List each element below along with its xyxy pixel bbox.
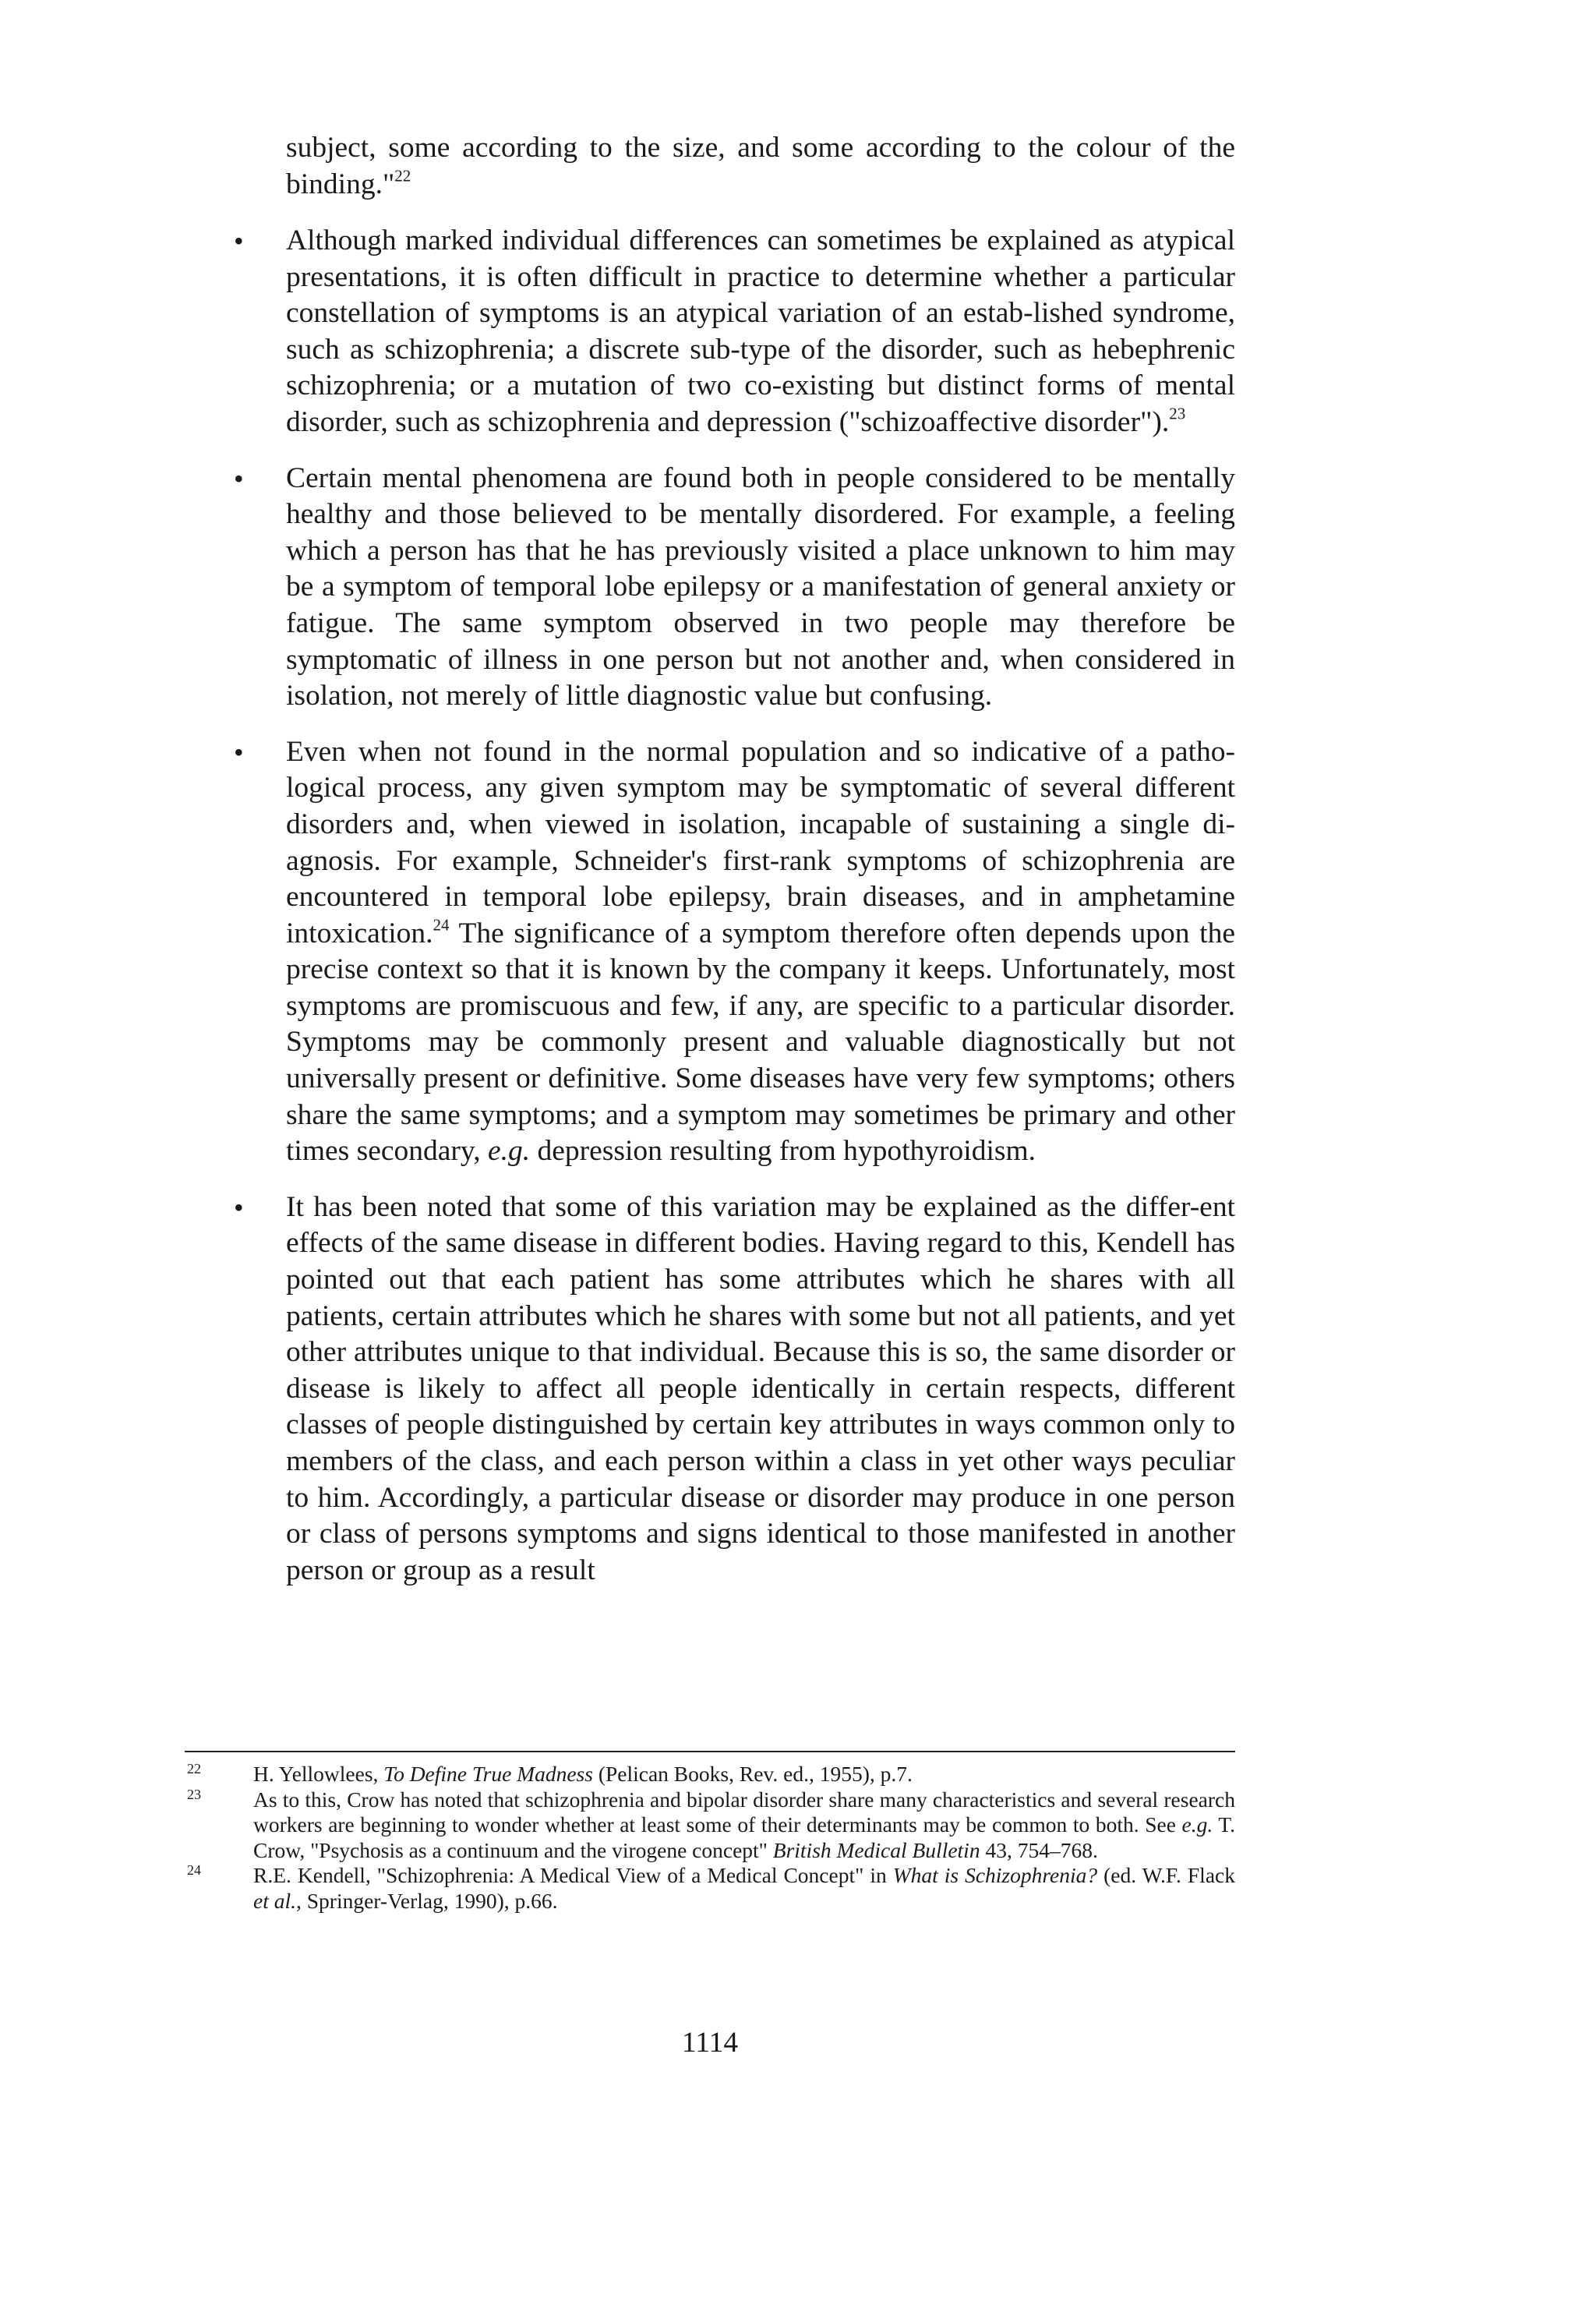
footnote-italic: To Define True Madness xyxy=(383,1762,593,1786)
footnote-italic: What is Schizophrenia? xyxy=(892,1863,1098,1887)
bullet-item-4 xyxy=(234,1190,1235,1589)
bullet-text-italic: e.g. xyxy=(487,1135,531,1168)
bullet-text: Although marked individual differences can sometimes be explained as atypical presentations, it is often difficult in practice to determine whether a particular constellation of symptoms is an atypical variation of an estab-lished syndrome, such as schizophrenia; a discrete sub-type of the disorder, such as hebephrenic schizophrenia; or a mutation of two co-existing but distinct forms of mental disorder, such as schizophrenia and depression ("schizoaffective disorder"). xyxy=(286,224,1235,438)
bullet-item-2 xyxy=(234,461,1235,715)
footnote-ref-22[interactable]: 22 xyxy=(394,166,411,186)
bullet-icon: • xyxy=(234,736,244,768)
footnote-ref-23[interactable]: 23 xyxy=(1169,404,1186,423)
footnote-text: (ed. W.F. Flack xyxy=(1097,1863,1235,1887)
continued-text: subject, some according to the size, and some according to the colour of the binding." xyxy=(286,132,1235,200)
bullet-icon: • xyxy=(234,225,244,256)
page-number: 1114 xyxy=(681,2027,739,2059)
footnote-number: 24 xyxy=(187,1862,201,1878)
continued-paragraph xyxy=(286,129,1235,203)
footnote-23 xyxy=(185,1787,1235,1864)
footnotes xyxy=(185,1762,1235,1914)
footnote-ref-24[interactable]: 24 xyxy=(433,914,450,934)
bullet-text: Even when not found in the normal population and so indicative of a patho-logical process, any given symptom may be symptomatic of several different disorders and, when viewed in isolation, incapable of sustaining a single di-agnosis. For example, Schneider's first-rank symptoms of schizophrenia are encountered in temporal lobe epilepsy, brain diseases, and in amphetamine intoxication. xyxy=(286,735,1235,949)
bullet-icon: • xyxy=(234,1191,244,1223)
bullet-text: Certain mental phenomena are found both in people considered to be mentally healthy and those believed to be mentally disordered. For example, a feeling which a person has that he has previously visited a place unknown to him may be a symptom of temporal lobe epilepsy or a manifestation of general anxiety or fatigue. The same symptom observed in two people may therefore be symptomatic of illness in one person but not another and, when considered in isolation, not merely of little diagnostic value but confusing. xyxy=(286,461,1235,712)
footnote-divider xyxy=(185,1751,1235,1752)
footnote-text: As to this, Crow has noted that schizophrenia and bipolar disorder share many characteristics and several research workers are beginning to wonder whether at least some of their determinants may be common to both. See xyxy=(253,1787,1235,1837)
footnote-22 xyxy=(185,1762,1235,1787)
bullet-text-continued: The significance of a symptom therefore often depends upon the precise context so that it is known by the company it keeps. Unfortunately, most symptoms are promiscuous and few, if any, are specific to a particular disorder. Symptoms may be commonly present and valuable diagnostically but not universally present or definitive. Some diseases have very few symptoms; others share the same symptoms; and a symptom may sometimes be primary and other times secondary, xyxy=(286,917,1235,1168)
footnote-text: H. Yellowlees, xyxy=(253,1762,384,1786)
footnote-italic: British Medical Bulletin xyxy=(772,1837,980,1862)
footnote-24 xyxy=(185,1863,1235,1914)
footnote-italic: e.g. xyxy=(1181,1812,1213,1837)
footnote-number: 23 xyxy=(187,1786,201,1802)
footnote-number: 22 xyxy=(187,1761,201,1776)
footnote-text: T. Crow, "Psychosis as a continuum and the virogene concept" xyxy=(253,1812,1235,1862)
footnote-text: , Springer-Verlag, 1990), p.66. xyxy=(296,1888,558,1913)
bullet-text-end: depression resulting from hypothyroidism. xyxy=(530,1135,1036,1168)
footnote-text: R.E. Kendell, "Schizophrenia: A Medical View of a Medical Concept" in xyxy=(253,1863,893,1887)
bullet-item-3 xyxy=(234,734,1235,1170)
footnote-text: (Pelican Books, Rev. ed., 1955), p.7. xyxy=(592,1762,913,1786)
bullet-text: It has been noted that some of this variation may be explained as the differ-ent effects of the same disease in different bodies. Having regard to this, Kendell has pointed out that each patient has some attributes which he shares with all patients, certain attributes which he shares with some but not all patients, and yet other attributes unique to that individual. Because this is so, the same disorder or disease is likely to affect all people identically in certain respects, different classes of people distinguished by certain key attributes in ways common only to members of the class, and each person within a class in yet other ways peculiar to him. Accordingly, a particular disease or disorder may produce in one person or class of persons symptoms and signs identical to those manifested in another person or group as a result xyxy=(286,1190,1235,1586)
footnote-text: 43, 754–768. xyxy=(980,1837,1098,1862)
bullet-list xyxy=(234,223,1235,1608)
footnote-italic: et al. xyxy=(253,1888,296,1913)
bullet-item-1 xyxy=(234,223,1235,441)
bullet-icon: • xyxy=(234,462,244,494)
